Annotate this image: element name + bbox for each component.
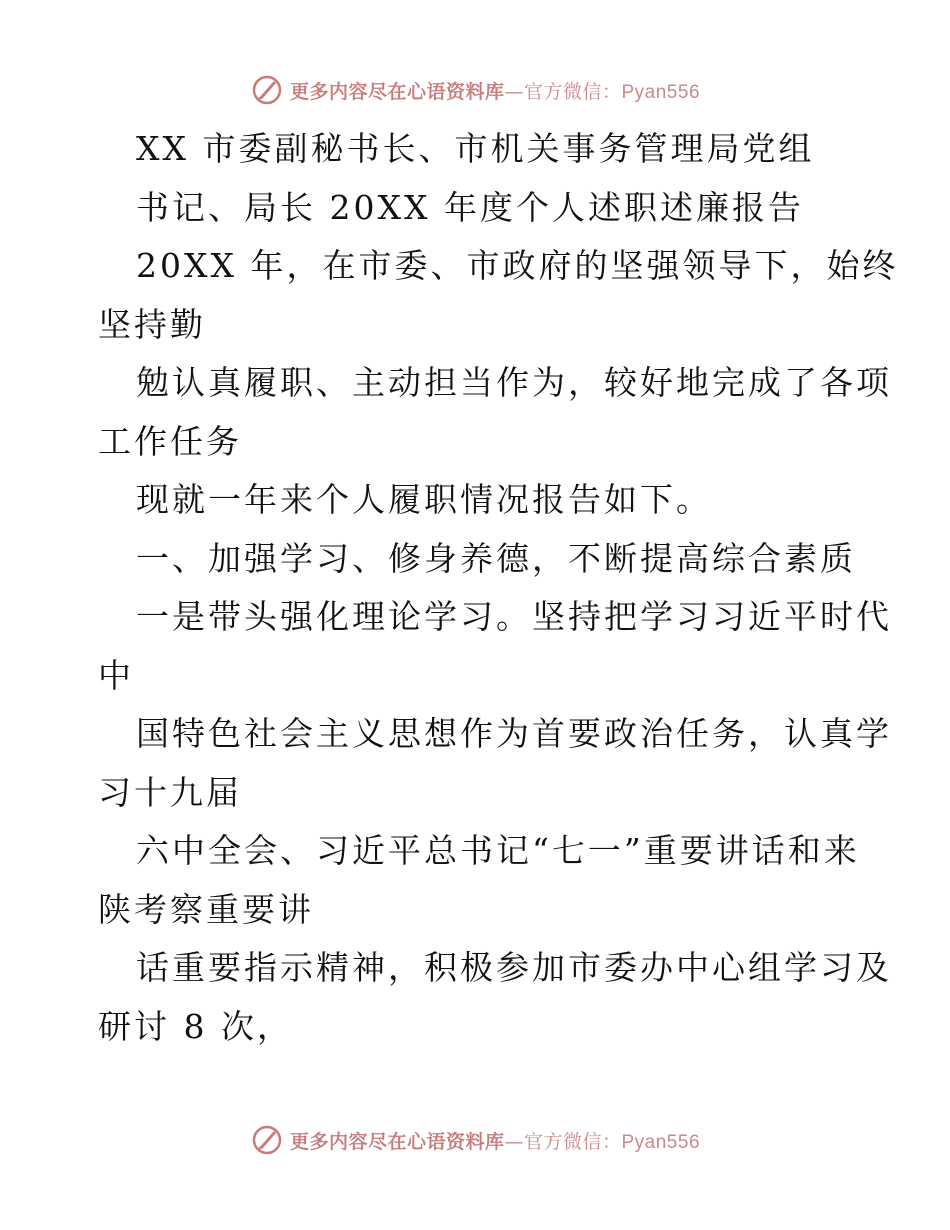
header-watermark (0, 70, 950, 110)
text-line: 坚持勤 (98, 304, 206, 344)
watermark-separator: — (504, 1130, 524, 1153)
watermark-wechat-id: Pyan556 (621, 1131, 701, 1153)
text-line: 国特色社会主义思想作为首要政治任务，认真学 (136, 714, 892, 753)
text-line: 陕考察重要讲 (98, 889, 314, 929)
text-line: 习十九届 (98, 772, 242, 812)
watermark-main: 更多内容尽在心语资料库 (289, 1130, 505, 1153)
text-line: 话重要指示精神，积极参加市委办中心组学习及 (136, 948, 892, 987)
watermark-wechat-id: Pyan556 (621, 81, 701, 103)
text-line: 一是带头强化理论学习。坚持把学习习近平时代 (136, 597, 892, 636)
watermark-wechat-label: 官方微信： (523, 80, 622, 103)
watermark-main: 更多内容尽在心语资料库 (289, 80, 505, 103)
text-line: 书记、局长 20XX 年度个人述职述廉报告 (136, 187, 804, 227)
quill-logo-icon (250, 1123, 284, 1157)
watermark-text (290, 1127, 700, 1154)
text-line: 研讨 8 次， (98, 1006, 293, 1046)
watermark-separator: — (504, 80, 524, 103)
document-body (98, 120, 899, 1056)
text-line: XX 市委副秘书长、市机关事务管理局党组 (136, 129, 815, 168)
text-line: 工作任务 (98, 421, 242, 461)
text-line: 现就一年来个人履职情况报告如下。 (136, 480, 712, 519)
text-line: 中 (98, 655, 134, 695)
text-line: 六中全会、习近平总书记“七一”重要讲话和来 (136, 831, 860, 870)
text-line: 一、加强学习、修身养德，不断提高综合素质 (136, 538, 856, 578)
watermark-wechat-label: 官方微信： (523, 1130, 622, 1153)
text-line: 20XX 年，在市委、市政府的坚强领导下，始终 (136, 246, 899, 285)
quill-logo-icon (250, 73, 284, 107)
watermark-text (290, 77, 700, 104)
text-line: 勉认真履职、主动担当作为，较好地完成了各项 (136, 363, 892, 402)
footer-watermark (0, 1120, 950, 1160)
